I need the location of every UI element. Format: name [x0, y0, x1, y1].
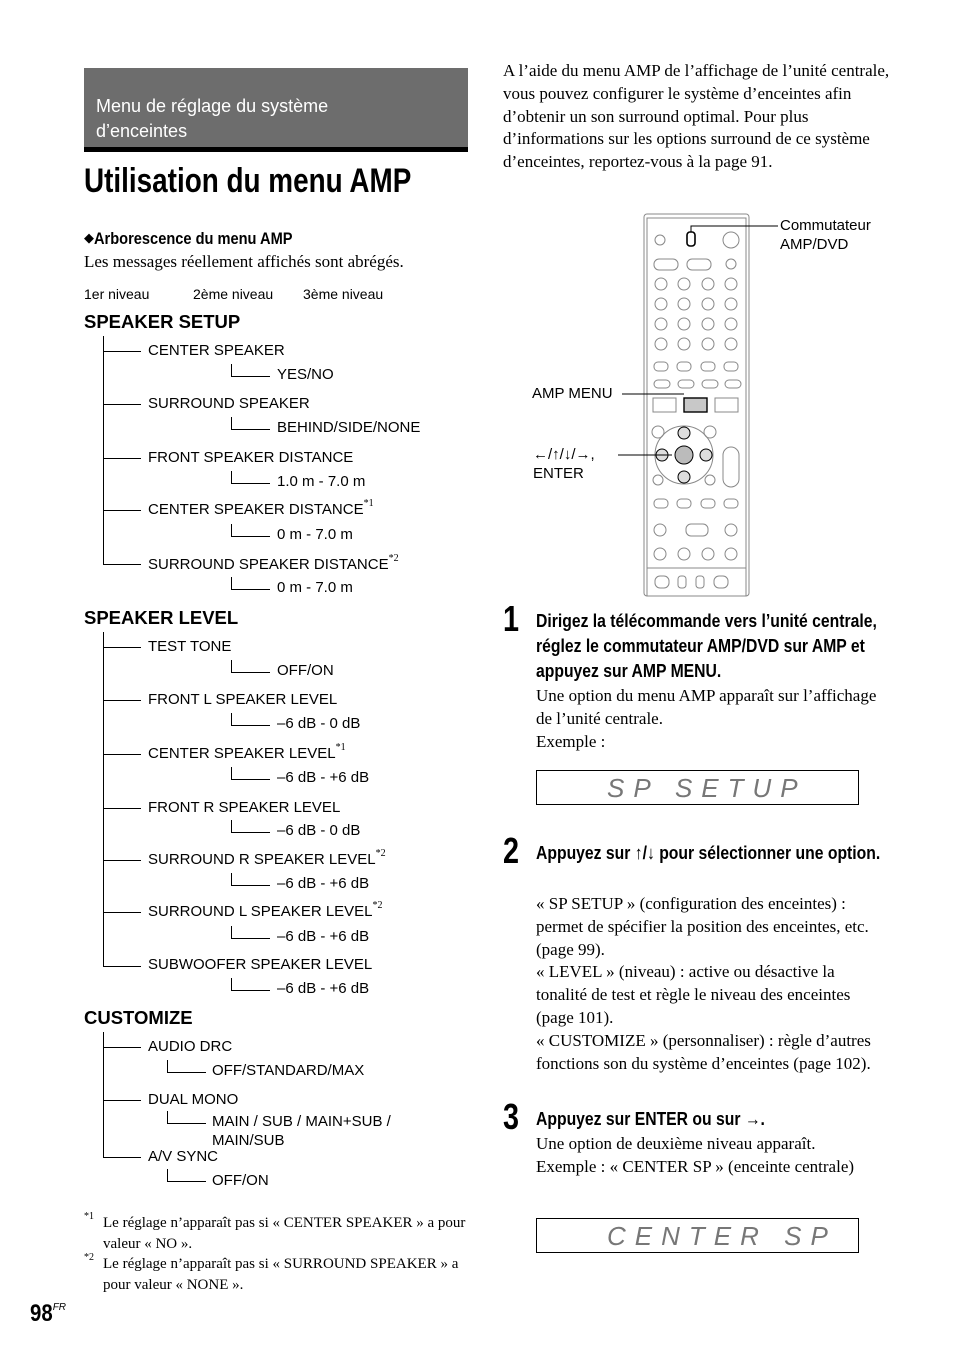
tree-branch — [103, 912, 141, 913]
tree-connector — [231, 978, 270, 991]
step-number: 2 — [503, 830, 520, 871]
tree-value: –6 dB - +6 dB — [277, 980, 370, 997]
tree-branch — [103, 564, 141, 565]
tree-value: –6 dB - 0 dB — [277, 822, 361, 839]
tree-connector — [231, 820, 270, 833]
tree-connector — [231, 577, 270, 590]
footnote-mark: *2 — [84, 1252, 94, 1263]
tree-branch — [103, 966, 141, 967]
tree-trunk — [103, 336, 104, 565]
tree-item: SURROUND R SPEAKER LEVEL$^{*2}$ — [148, 848, 386, 868]
footnote: Le réglage n’apparaît pas si « SURROUND SPEAKER » a pour valeur « NONE ». — [103, 1256, 459, 1293]
tree-value: YES/NO — [277, 366, 334, 383]
display-text: SP SETUP — [607, 773, 807, 803]
level-label-3: 3ème niveau — [303, 286, 384, 302]
tree-value: 1.0 m - 7.0 m — [277, 473, 366, 490]
tree-item: SURROUND SPEAKER — [148, 395, 310, 412]
tree-item: SURROUND L SPEAKER LEVEL$^{*2}$ — [148, 900, 383, 920]
tree-branch — [103, 860, 141, 861]
tree-connector — [231, 767, 270, 780]
tree-connector — [231, 873, 270, 886]
display-text: CENTER SP — [607, 1221, 837, 1251]
intro-paragraph: A l’aide du menu AMP de l’affichage de l’unité centrale, vous pouvez configurer le système d’enceintes afin d’obtenir un son surround optimal. Pour plus d’informations sur les options surround de ce système d’enceintes, reportez-vous à la page 91. — [503, 61, 890, 172]
tree-branch — [103, 1100, 141, 1101]
tree-connector — [231, 660, 270, 673]
remote-control-illustration — [600, 212, 790, 597]
footnote: Le réglage n’apparaît pas si « CENTER SPEAKER » a pour valeur « NO ». — [103, 1215, 466, 1252]
tree-branch — [103, 1047, 141, 1048]
step-title: Appuyez sur ↑/↓ pour sélectionner une option. — [536, 842, 881, 863]
tree-heading-text: Arborescence du menu AMP — [94, 229, 293, 248]
tree-branch — [103, 510, 141, 511]
tree-value: MAIN / SUB / MAIN+SUB / MAIN/SUB — [212, 1113, 391, 1149]
tree-item: A/V SYNC — [148, 1148, 219, 1165]
callout-amp-dvd-switch: Commutateur AMP/DVD — [780, 217, 871, 253]
remote-control-icon — [600, 212, 790, 597]
tree-branch — [103, 647, 141, 648]
callout-amp-menu: AMP MENU — [532, 385, 613, 402]
page-title: Utilisation du menu AMP — [84, 162, 412, 200]
tree-item: CENTER SPEAKER LEVEL$^{*1}$ — [148, 742, 346, 762]
tree-value: BEHIND/SIDE/NONE — [277, 419, 421, 436]
tree-group-speaker-level: SPEAKER LEVEL — [84, 607, 239, 628]
front-panel-display — [536, 770, 859, 805]
tree-item: AUDIO DRC — [148, 1038, 233, 1055]
tree-trunk — [103, 1032, 104, 1158]
tree-item: FRONT SPEAKER DISTANCE — [148, 449, 354, 466]
tree-value: –6 dB - +6 dB — [277, 875, 370, 892]
section-title: Menu de réglage du système d’enceintes — [96, 96, 329, 141]
tree-connector — [231, 524, 270, 537]
tree-connector — [231, 417, 270, 430]
step-body: « SP SETUP » (configuration des enceintes) : permet de spécifier la position des enceintes, etc. (page 99). « LEVEL » (niveau) : active ou désactive la tonalité de test et règle le niveau des enceintes (page 101). « CUSTOMIZE » (personnaliser) : règle d’autres fonctions son du système d’enceintes (page 102). — [536, 894, 871, 1073]
callout-arrows-enter: ←/↑/↓/→, ENTER — [533, 446, 595, 482]
tree-heading — [84, 229, 325, 249]
tree-group-speaker-setup: SPEAKER SETUP — [84, 311, 241, 332]
tree-connector — [231, 471, 270, 484]
footnote-mark: *1 — [84, 1211, 94, 1222]
section-header-band — [84, 68, 468, 152]
tree-note: Les messages réellement affichés sont abrégés. — [84, 252, 404, 271]
tree-branch — [103, 754, 141, 755]
tree-connector — [167, 1111, 206, 1124]
tree-branch — [103, 351, 141, 352]
tree-item: TEST TONE — [148, 638, 232, 655]
tree-value: OFF/ON — [277, 662, 334, 679]
tree-value: OFF/ON — [212, 1172, 269, 1189]
tree-branch — [103, 808, 141, 809]
tree-branch — [103, 700, 141, 701]
tree-group-customize: CUSTOMIZE — [84, 1007, 193, 1028]
level-label-2: 2ème niveau — [193, 286, 274, 302]
tree-connector — [231, 364, 270, 377]
step-body: Une option du menu AMP apparaît sur l’affichage de l’unité centrale. Exemple : — [536, 686, 877, 751]
tree-connector — [231, 926, 270, 939]
tree-value: –6 dB - +6 dB — [277, 769, 370, 786]
tree-value: –6 dB - +6 dB — [277, 928, 370, 945]
tree-item: SURROUND SPEAKER DISTANCE$^{*2}$ — [148, 553, 399, 573]
tree-value: OFF/STANDARD/MAX — [212, 1062, 365, 1079]
tree-trunk — [103, 632, 104, 967]
tree-item: CENTER SPEAKER — [148, 342, 285, 359]
tree-item: CENTER SPEAKER DISTANCE$^{*1}$ — [148, 498, 374, 518]
page-number: $98^{FR}$ — [30, 1300, 67, 1327]
tree-value: 0 m - 7.0 m — [277, 579, 353, 596]
step-title: Dirigez la télécommande vers l’unité centrale, réglez le commutateur AMP/DVD sur AMP et appuyez sur AMP MENU. — [536, 610, 877, 681]
tree-item: FRONT R SPEAKER LEVEL — [148, 799, 341, 816]
tree-item: DUAL MONO — [148, 1091, 239, 1108]
tree-branch — [103, 458, 141, 459]
step-number: 1 — [503, 598, 520, 639]
tree-branch — [103, 1157, 141, 1158]
tree-item: SUBWOOFER SPEAKER LEVEL — [148, 956, 373, 973]
tree-connector — [167, 1169, 206, 1182]
level-label-1: 1er niveau — [84, 286, 150, 302]
tree-item: FRONT L SPEAKER LEVEL — [148, 691, 338, 708]
tree-branch — [103, 404, 141, 405]
step-title: Appuyez sur ENTER ou sur →. — [536, 1108, 765, 1129]
tree-connector — [167, 1060, 206, 1073]
tree-value: –6 dB - 0 dB — [277, 715, 361, 732]
step-number: 3 — [503, 1096, 520, 1137]
diamond-bullet-icon: ◆ — [84, 230, 94, 245]
tree-connector — [231, 713, 270, 726]
tree-value: 0 m - 7.0 m — [277, 526, 353, 543]
step-body: Une option de deuxième niveau apparaît. Exemple : « CENTER SP » (enceinte centrale) — [536, 1134, 855, 1176]
front-panel-display — [536, 1218, 859, 1253]
